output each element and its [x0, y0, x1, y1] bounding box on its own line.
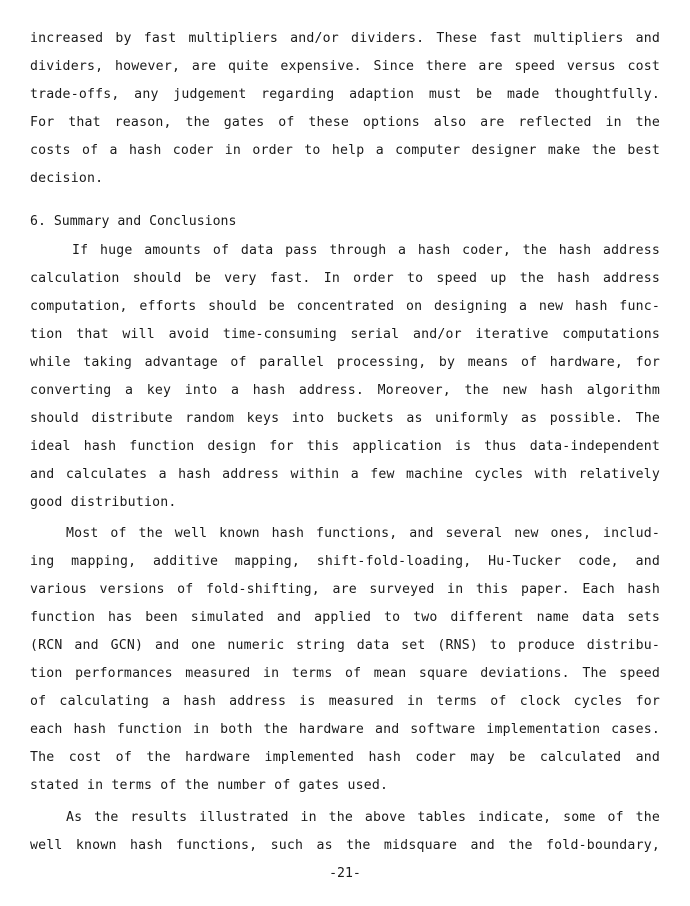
text-line: stated in terms of the number of gates used. — [30, 778, 389, 793]
text-line: For that reason, the gates of these options also are reflected in the — [30, 115, 660, 130]
text-line: ing mapping, additive mapping, shift-fold-loading, Hu-Tucker code, and — [30, 554, 660, 569]
text-line: increased by fast multipliers and/or dividers. These fast multipliers and — [30, 31, 660, 46]
text-line: trade-offs, any judgement regarding adaption must be made thoughtfully. — [30, 87, 660, 102]
text-line: and calculates a hash address within a few machine cycles with relatively — [30, 467, 660, 482]
text-line: each hash function in both the hardware and software implementation cases. — [30, 722, 660, 737]
text-line: converting a key into a hash address. Moreover, the new hash algorithm — [30, 383, 660, 398]
text-line: well known hash functions, such as the midsquare and the fold-boundary, — [30, 838, 660, 853]
text-line: decision. — [30, 171, 104, 186]
section-heading: 6. Summary and Conclusions — [30, 214, 237, 229]
text-line: dividers, however, are quite expensive. Since there are speed versus cost — [30, 59, 660, 74]
text-line: As the results illustrated in the above tables indicate, some of the — [66, 810, 660, 825]
text-line: (RCN and GCN) and one numeric string data set (RNS) to produce distribu- — [30, 638, 660, 653]
text-line: of calculating a hash address is measured in terms of clock cycles for — [30, 694, 660, 709]
text-line: function has been simulated and applied to two different name data sets — [30, 610, 660, 625]
text-line: calculation should be very fast. In order to speed up the hash address — [30, 271, 660, 286]
text-line: should distribute random keys into buckets as uniformly as possible. The — [30, 411, 660, 426]
text-line: ideal hash function design for this application is thus data-independent — [30, 439, 660, 454]
text-line: while taking advantage of parallel processing, by means of hardware, for — [30, 355, 660, 370]
text-line: various versions of fold-shifting, are surveyed in this paper. Each hash — [30, 582, 660, 597]
text-line: If huge amounts of data pass through a hash coder, the hash address — [72, 243, 660, 258]
text-line: good distribution. — [30, 495, 177, 510]
text-line: Most of the well known hash functions, and several new ones, includ- — [66, 526, 660, 541]
text-line: computation, efforts should be concentrated on designing a new hash func- — [30, 299, 660, 314]
text-line: tion that will avoid time-consuming serial and/or iterative computations — [30, 327, 660, 342]
page-number: -21- — [329, 866, 361, 881]
text-line: The cost of the hardware implemented hash coder may be calculated and — [30, 750, 660, 765]
text-line: tion performances measured in terms of mean square deviations. The speed — [30, 666, 660, 681]
text-line: costs of a hash coder in order to help a computer designer make the best — [30, 143, 660, 158]
